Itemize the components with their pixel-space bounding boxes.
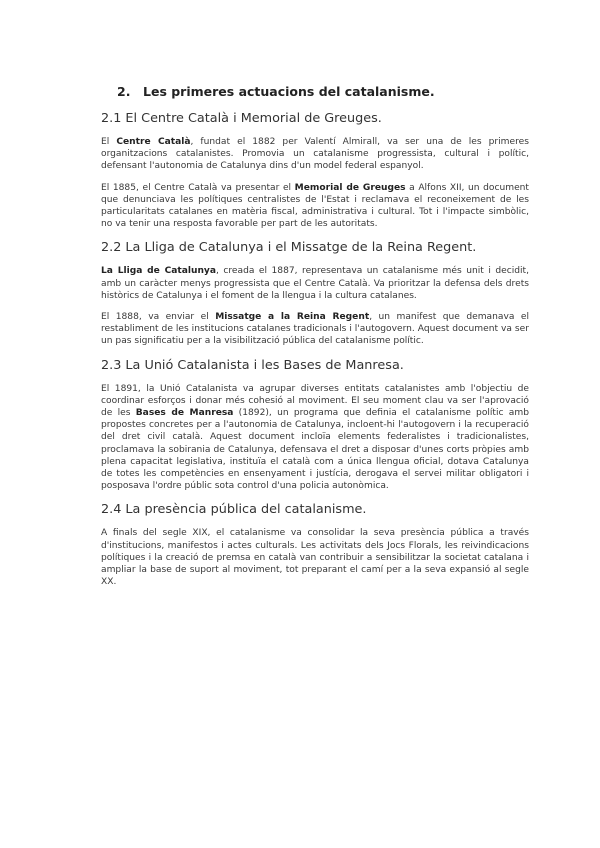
section-heading-2-1: 2.1 El Centre Català i Memorial de Greuges. (101, 111, 382, 126)
section-heading-2-4: 2.4 La presència pública del catalanisme. (101, 502, 367, 518)
bold-term: Bases de Manresa (135, 408, 234, 419)
document-page (101, 84, 529, 597)
bold-term: Memorial de Greuges (294, 182, 406, 193)
paragraph: A finals del segle XIX, el catalanisme va consolidar la seva presència pública a través d'institucions, manifestos i actes culturals. Les activitats dels Jocs Florals, les reivindicacions polítiques i la creació de premsa en català van contribuir a sensibilitzar la societat catalana i ampliar la base de suport al moviment, tot preparant el camí per a la seva expansió al segle XX. (101, 528, 529, 588)
bold-term: La Lliga de Catalunya (101, 266, 216, 277)
main-title (101, 84, 529, 100)
paragraph: La Lliga de Catalunya, creada el 1887, representava un catalanisme més unit i decidit, amb un caràcter menys progressista que el Centre Català. Va prioritzar la defensa dels drets històrics de Catalunya i el foment de la llengua i la cultura catalanes. (101, 266, 529, 301)
main-title-text: Les primeres actuacions del catalanisme. (143, 84, 435, 99)
paragraph: El 1885, el Centre Català va presentar el Memorial de Greuges a Alfons XII, un document que denunciava les polítiques centralistes de l'Estat i reclamava el reconeixement de les particularitats catalanes en matèria fiscal, administrativa i cultural. Tot i l'impacte simbòlic, no va tenir una resposta favorable per part de les autoritats. (101, 182, 529, 230)
section-heading-2-3: 2.3 La Unió Catalanista i les Bases de Manresa. (101, 357, 404, 373)
paragraph: El 1891, la Unió Catalanista va agrupar diverses entitats catalanistes amb l'objectiu de coordinar esforços i donar més cohesió al moviment. El seu moment clau va ser l'aprovació de les Bases de Manresa (1892), un programa que definia el catalanisme polític amb propostes concretes per a l'autonomia de Catalunya, incloent-hi l'autogovern i la recuperació del dret civil català. Aquest document incloïa elements federalistes i tradicionalistes, proclamava la sobirania de Catalunya, defensava el dret a disposar d'unes corts pròpies amb plena capacitat legislativa, instituïa el català com a única llengua oficial, dotava Catalunya de totes les competències en ensenyament i justícia, derogava el servei militar obligatori i posposava l'ordre públic sota control d'una policia autonòmica. (101, 383, 529, 492)
bold-term: Missatge a la Reina Regent (215, 312, 370, 323)
paragraph: El 1888, va enviar el Missatge a la Reina Regent, un manifest que demanava el restabliment de les institucions catalanes tradicionals i l'autogovern. Aquest document va ser un pas significatiu per a la visibilització pública del catalanisme polític. (101, 312, 529, 347)
main-title-number: 2. (117, 84, 131, 99)
section-heading-2-2: 2.2 La Lliga de Catalunya i el Missatge de la Reina Regent. (101, 240, 477, 256)
paragraph: El Centre Català, fundat el 1882 per Valentí Almirall, va ser una de les primeres organitzacions catalanistes. Promovia un catalanisme progressista, cultural i polític, defensant l'autonomia de Catalunya dins d'un model federal espanyol. (101, 137, 529, 172)
bold-term: Centre Català (116, 137, 191, 147)
